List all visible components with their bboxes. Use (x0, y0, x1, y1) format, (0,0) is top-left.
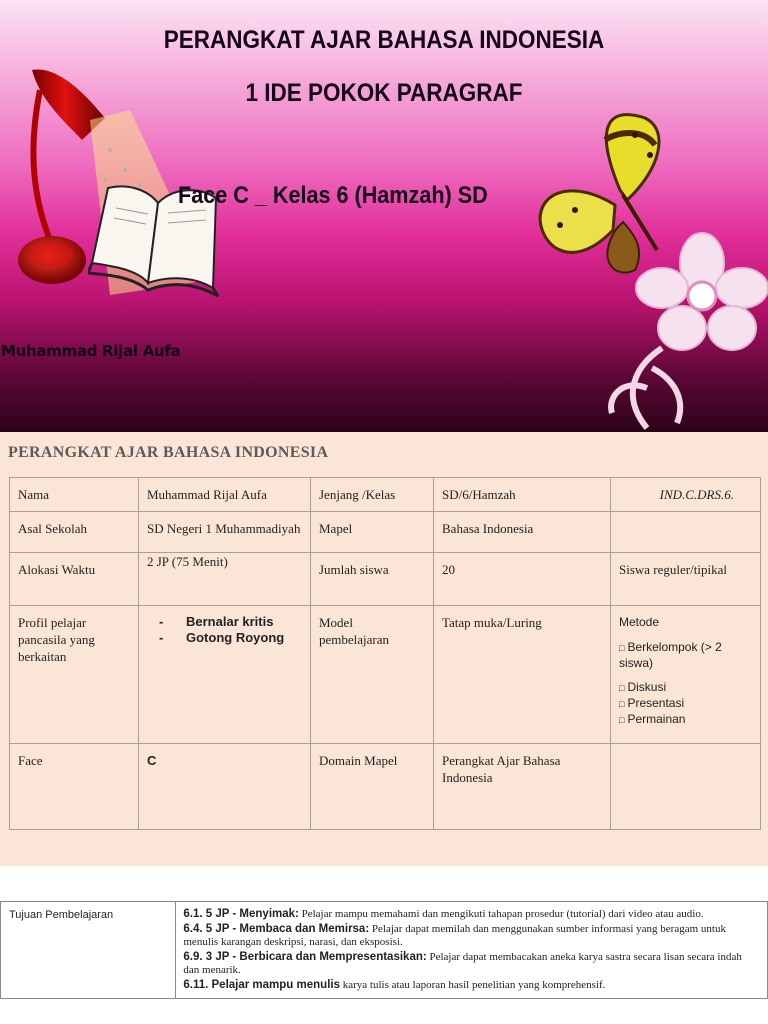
cell-label-face: Face (10, 744, 139, 830)
objectives-section (0, 866, 768, 1024)
lesson-info-table (9, 477, 761, 830)
cell-label-alokasi: Alokasi Waktu (10, 553, 139, 606)
author-name: Muhammad Rijal Aufa (1, 342, 181, 360)
cell-value-metode (611, 606, 761, 744)
table-row (10, 478, 761, 512)
lesson-info-section (0, 432, 768, 866)
cell-value-jumlah-siswa: 20 (434, 553, 611, 606)
list-item: - Bernalar kritis (159, 614, 274, 629)
table-row (1, 902, 768, 999)
cell-value-code: IND.C.DRS.6. (611, 478, 761, 512)
list-item: □ Presentasi (619, 696, 753, 712)
cell-label-domain: Domain Mapel (311, 744, 434, 830)
cell-value-alokasi: 2 JP (75 Menit) (139, 553, 311, 606)
cell-label-profil: Profil pelajar pancasila yang berkaitan (10, 606, 139, 744)
cell-empty (611, 512, 761, 553)
cell-value-profil (139, 606, 311, 744)
title-banner (0, 0, 768, 432)
banner-subtitle: Face C _ Kelas 6 (Hamzah) SD (178, 182, 488, 209)
table-row (10, 553, 761, 606)
objectives-label: Tujuan Pembelajaran (1, 902, 176, 999)
cell-label-nama: Nama (10, 478, 139, 512)
banner-title-line2: 1 IDE POKOK PARAGRAF (245, 79, 523, 107)
objective-item: 6.1. 5 JP - Menyimak: Pelajar mampu memahami dan mengikuti tahapan prosedur (tutorial) dari video atau audio. (183, 908, 704, 920)
cell-label-jenjang: Jenjang /Kelas (311, 478, 434, 512)
objective-item: 6.11. Pelajar mampu menulis karya tulis atau laporan hasil penelitian yang komprehensif. (183, 979, 606, 991)
cell-label-mapel: Mapel (311, 512, 434, 553)
cell-value-domain: Perangkat Ajar Bahasa Indonesia (434, 744, 611, 830)
cell-label-jumlah-siswa: Jumlah siswa (311, 553, 434, 606)
list-item: □ Berkelompok (> 2 siswa) (619, 640, 753, 671)
section-heading: PERANGKAT AJAR BAHASA INDONESIA (8, 444, 329, 461)
cell-value-nama: Muhammad Rijal Aufa (139, 478, 311, 512)
cell-empty (611, 744, 761, 830)
table-row (10, 606, 761, 744)
banner-title-line1: PERANGKAT AJAR BAHASA INDONESIA (163, 26, 605, 54)
list-item: □ Permainan (619, 712, 753, 728)
table-row (10, 744, 761, 830)
cell-value-face: C (139, 744, 311, 830)
cell-label-model: Model pembelajaran (311, 606, 434, 744)
objectives-table (0, 901, 768, 999)
list-item: □ Diskusi (619, 680, 753, 696)
metode-list-b (619, 680, 753, 728)
cell-value-mapel: Bahasa Indonesia (434, 512, 611, 553)
flower-icon (592, 228, 768, 432)
list-item: - Gotong Royong (159, 630, 285, 645)
cell-value-asal-sekolah: SD Negeri 1 Muhammadiyah (139, 512, 311, 553)
metode-list-a (619, 640, 753, 671)
objectives-list (176, 902, 768, 999)
cell-label-asal-sekolah: Asal Sekolah (10, 512, 139, 553)
metode-label: Metode (619, 615, 660, 629)
objective-item: 6.4. 5 JP - Membaca dan Memirsa: Pelajar dapat memilah dan menggunakan sumber informasi yang beragam untuk menulis karangan deskripsi, narasi, dan eksposisi. (183, 923, 726, 948)
cell-value-model: Tatap muka/Luring (434, 606, 611, 744)
cell-value-jenjang: SD/6/Hamzah (434, 478, 611, 512)
table-row (10, 512, 761, 553)
profil-list (147, 614, 303, 646)
cell-value-siswa-type: Siswa reguler/tipikal (611, 553, 761, 606)
objective-item: 6.9. 3 JP - Berbicara dan Mempresentasikan: Pelajar dapat membacakan aneka karya sastra secara lisan secara indah dan menarik. (183, 951, 742, 976)
